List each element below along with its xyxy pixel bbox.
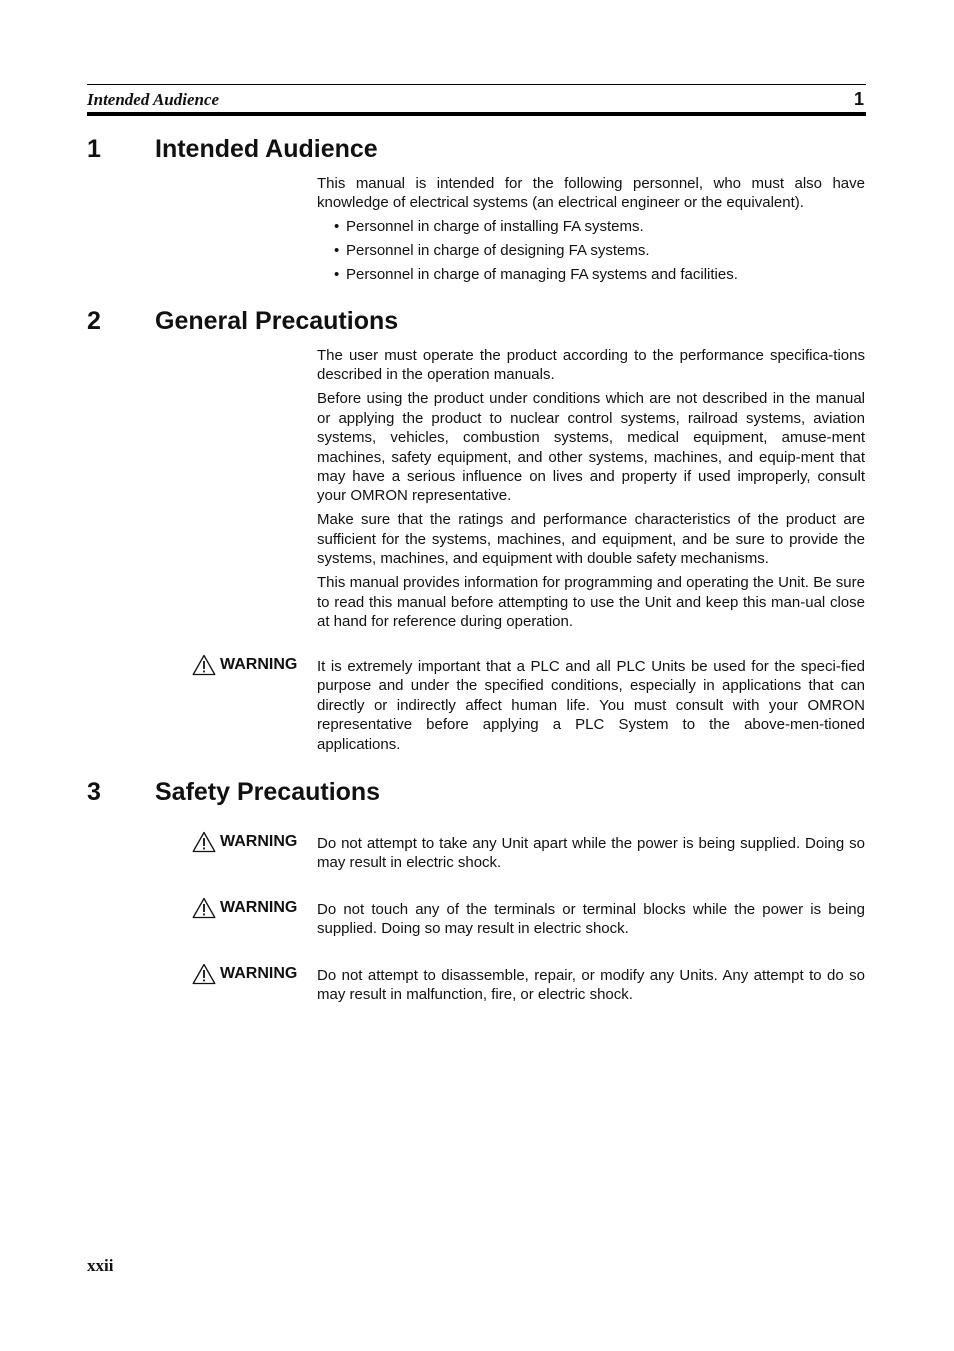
warning-label-text: WARNING	[220, 899, 298, 916]
warning-triangle-icon	[192, 654, 216, 676]
section-number: 3	[87, 778, 101, 806]
warning-label-text: WARNING	[220, 656, 298, 673]
paragraph: Before using the product under conditions which are not described in the manual or applying the product to nuclear control systems, railroad systems, aviation systems, vehicles, combustion systems, medical equipment, amuse-ment machines, safety equipment, and other systems, machines, and equip-ment that may have a serious influence on lives and property if used improperly, consult your OMRON representative.	[317, 390, 865, 505]
section-title: Intended Audience	[155, 135, 378, 163]
section-title: Safety Precautions	[155, 778, 381, 806]
warning-label	[192, 897, 317, 919]
warning-text	[317, 966, 865, 1009]
section-number: 1	[87, 135, 101, 163]
warning-label-text: WARNING	[220, 833, 298, 850]
list-item: • Personnel in charge of designing FA systems.	[317, 241, 865, 260]
warning-text	[317, 834, 865, 877]
warning-triangle-icon	[192, 897, 216, 919]
header-rule-bottom	[87, 112, 866, 116]
warning-label	[192, 654, 317, 676]
section-body-general-precautions	[317, 346, 865, 636]
paragraph: This manual is intended for the following personnel, who must also have knowledge of electrical systems (an electrical engineer or the equivalent).	[317, 175, 865, 212]
list-item: • Personnel in charge of managing FA systems and facilities.	[317, 265, 865, 284]
paragraph: The user must operate the product according to the performance specifica-tions described in the operation manuals.	[317, 347, 865, 384]
warning-label	[192, 831, 317, 853]
warning-text	[317, 657, 865, 759]
list-item: • Personnel in charge of installing FA systems.	[317, 217, 865, 236]
warning-text	[317, 900, 865, 943]
warning-label	[192, 963, 317, 985]
paragraph: Do not attempt to disassemble, repair, or modify any Units. Any attempt to do so may result in malfunction, fire, or electric shock.	[317, 967, 865, 1004]
paragraph: Do not touch any of the terminals or terminal blocks while the power is being supplied. Doing so may result in electric shock.	[317, 901, 865, 938]
section-number: 2	[87, 307, 101, 335]
header-rule-top	[87, 84, 866, 85]
paragraph: It is extremely important that a PLC and all PLC Units be used for the speci-fied purpose and under the specified conditions, especially in applications that can directly or indirectly affect human life. You must consult with your OMRON representative before applying a PLC System to the above-men-tioned applications.	[317, 658, 865, 753]
section-body-intended-audience	[317, 174, 865, 289]
warning-label-text: WARNING	[220, 965, 298, 982]
header-section-number: 1	[853, 89, 864, 109]
header-section-title: Intended Audience	[87, 90, 220, 109]
bullet-list	[317, 217, 865, 284]
running-header	[87, 84, 866, 116]
warning-triangle-icon	[192, 831, 216, 853]
section-title: General Precautions	[155, 307, 399, 335]
paragraph: This manual provides information for programming and operating the Unit. Be sure to read this manual before attempting to use the Unit and keep this man-ual close at hand for reference during operation.	[317, 574, 865, 631]
paragraph: Make sure that the ratings and performance characteristics of the product are sufficient for the systems, machines, and equipment, and be sure to provide the systems, machines, and equipment with double safety mechanisms.	[317, 511, 865, 568]
paragraph: Do not attempt to take any Unit apart while the power is being supplied. Doing so may result in electric shock.	[317, 835, 865, 872]
warning-triangle-icon	[192, 963, 216, 985]
page-number: xxii	[87, 1256, 114, 1275]
